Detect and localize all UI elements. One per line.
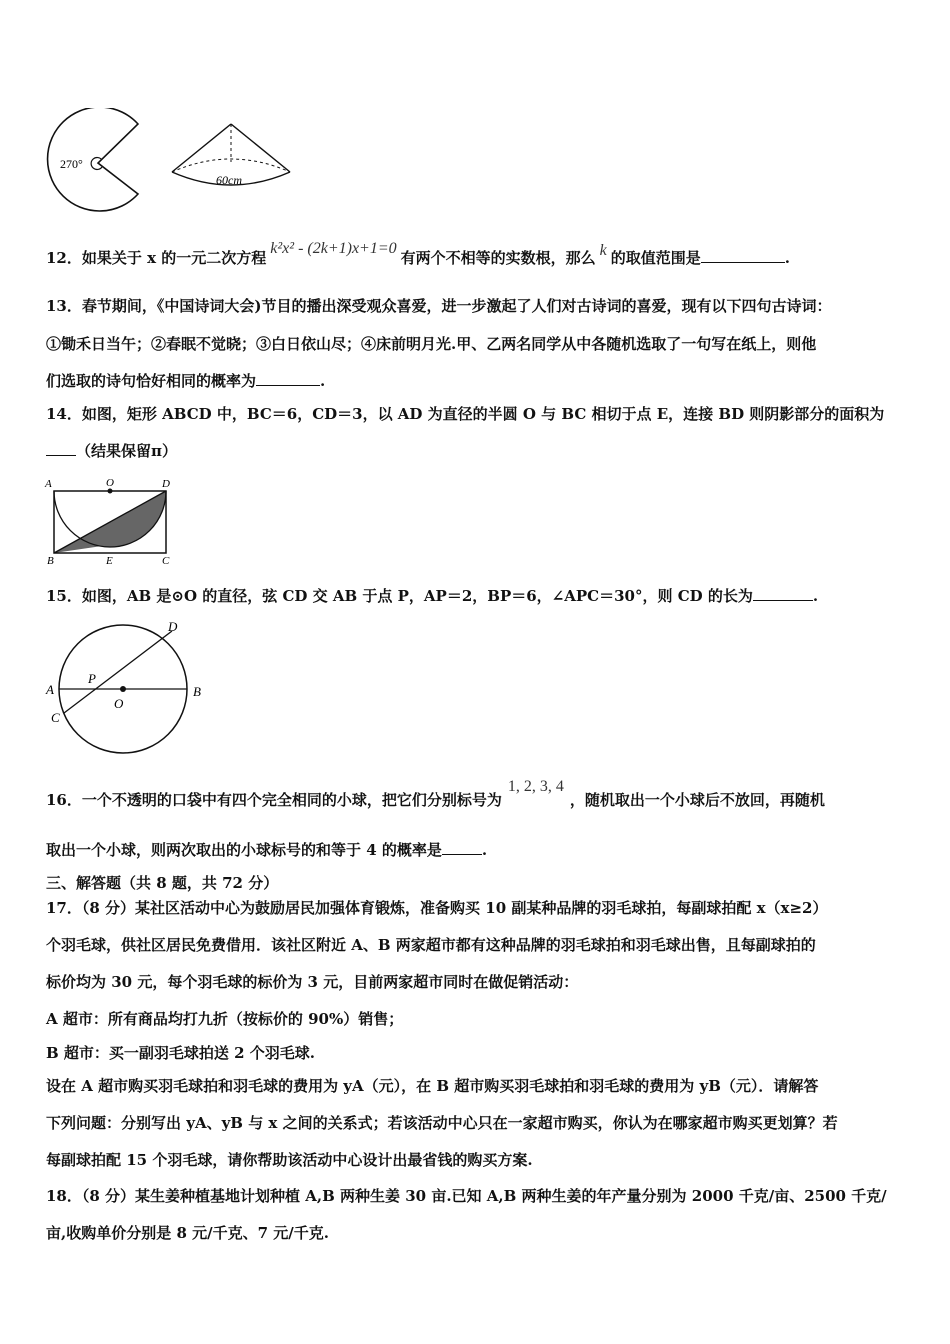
sector-angle-label: 270° [60, 157, 83, 171]
label-O: O [106, 477, 114, 489]
label-P: P [88, 671, 96, 686]
q12-middle: 有两个不相等的实数根，那么 [400, 249, 596, 267]
question-12: 12．如果关于 x 的一元二次方程k²x² - (2k+1)x+1=0有两个不相等的实数根，那么 k 的取值范围是 . [46, 240, 791, 267]
q18-line1: 18．（8 分）某生姜种植基地计划种植 A,B 两种生姜 30 亩.已知 A,B 两种生姜的年产量分别为 2000 千克/亩、2500 千克/ [46, 1187, 887, 1205]
label-C: C [51, 710, 60, 725]
q13-line2: ①锄禾日当午；②春眠不觉晓；③白日依山尽；④床前明月光.甲、乙两名同学从中各随机选取了一句写在纸上，则他 [46, 335, 817, 353]
q18-line2: 亩,收购单价分别是 8 元/千克、7 元/千克. [46, 1224, 329, 1242]
rectangle-semicircle-figure [42, 474, 182, 566]
label-E: E [106, 555, 113, 566]
q17-line7: 下列问题：分别写出 yA、yB 与 x 之间的关系式；若该活动中心只在一家超市购买，你认为在哪家超市购买更划算？若 [46, 1114, 838, 1132]
q17-line6: 设在 A 超市购买羽毛球拍和羽毛球的费用为 yA（元），在 B 超市购买羽毛球拍和羽毛球的费用为 yB（元）．请解答 [46, 1077, 819, 1095]
q14-line1: 14．如图，矩形 ABCD 中，BC＝6，CD＝3，以 AD 为直径的半圆 O 与 BC 相切于点 E，连接 BD 则阴影部分的面积为 [46, 405, 885, 423]
label-B: B [193, 684, 201, 699]
q17-line3: 标价均为 30 元，每个羽毛球的标价为 3 元，目前两家超市同时在做促销活动： [46, 973, 579, 991]
q15-answer-blank[interactable] [753, 586, 813, 601]
label-A: A [46, 682, 54, 697]
q12-prefix: 12．如果关于 x 的一元二次方程 [46, 249, 267, 267]
question-16-line1: 16．一个不透明的口袋中有四个完全相同的小球，把它们分别标号为1, 2, 3, 4，随机取出一个小球后不放回，再随机 [46, 778, 825, 809]
q12-answer-blank[interactable] [701, 248, 785, 263]
label-D: D [162, 478, 170, 490]
q13-line1: 13．春节期间，《中国诗词大会)节目的播出深受观众喜爱，进一步激起了人们对古诗词的喜爱，现有以下四句古诗词： [46, 297, 832, 315]
label-A: A [45, 478, 52, 490]
q16-answer-blank[interactable] [442, 840, 482, 855]
cone-figure [168, 122, 294, 194]
question-16-line2: 取出一个小球，则两次取出的小球标号的和等于 4 的概率是 . [46, 841, 488, 859]
label-C: C [162, 555, 170, 566]
q12-suffix: 的取值范围是 [610, 249, 701, 267]
q13-answer-blank[interactable] [256, 371, 320, 386]
label-B: B [47, 555, 54, 566]
circle-chord-figure [40, 616, 210, 762]
label-O: O [114, 696, 124, 711]
q14-answer-blank[interactable] [46, 441, 76, 456]
label-D: D [168, 619, 178, 634]
q17-line5: B 超市：买一副羽毛球拍送 2 个羽毛球. [46, 1044, 316, 1062]
q17-line4: A 超市：所有商品均打九折（按标价的 90%）销售； [46, 1010, 404, 1028]
cone-arc-label: 60cm [216, 173, 242, 187]
question-14-line2: （结果保留π） [46, 441, 177, 461]
q12-equation: k²x² - (2k+1)x+1=0 [270, 240, 397, 257]
question-13-last: 们选取的诗句恰好相同的概率为 . [46, 372, 326, 390]
q12-var: k [599, 242, 607, 259]
q16-numbers: 1, 2, 3, 4 [507, 778, 564, 795]
section-3-heading: 三、解答题（共 8 题，共 72 分） [46, 874, 279, 892]
q17-line1: 17．（8 分）某社区活动中心为鼓励居民加强体育锻炼，准备购买 10 副某种品牌的羽毛球拍，每副球拍配 x（x≥2） [46, 899, 828, 917]
q17-line8: 每副球拍配 15 个羽毛球，请你帮助该活动中心设计出最省钱的购买方案. [46, 1151, 533, 1169]
question-15: 15．如图，AB 是⊙O 的直径，弦 CD 交 AB 于点 P，AP＝2，BP＝6，∠APC＝30°，则 CD 的长为 . [46, 587, 819, 605]
q17-line2: 个羽毛球，供社区居民免费借用．该社区附近 A、B 两家超市都有这种品牌的羽毛球拍和羽毛球出售，且每副球拍的 [46, 936, 816, 954]
sector-figure [40, 108, 150, 218]
